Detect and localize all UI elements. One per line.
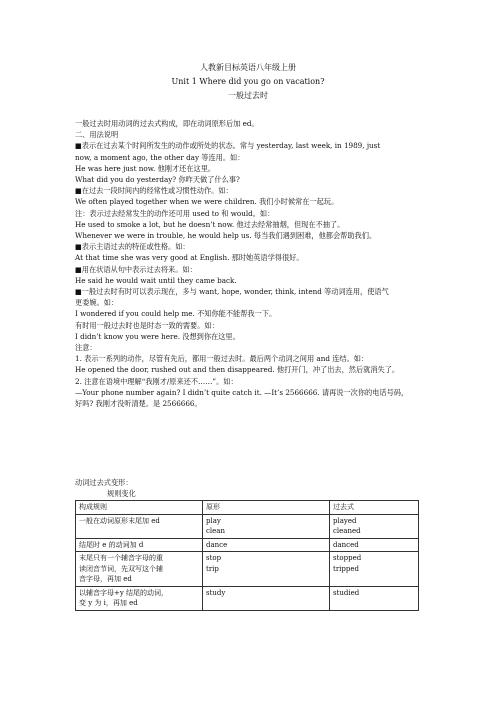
body-line: We often played together when we were children. 我们小时候常在一起玩。	[75, 197, 339, 207]
grammar-body	[75, 118, 415, 409]
cell-line: 末尾只有一个辅音字母的重	[79, 554, 163, 562]
cell-line: play	[206, 516, 221, 525]
cell-line: stopped	[333, 554, 362, 562]
body-line: 有时用一般过去时也是时态一致的需要。如：	[75, 320, 219, 330]
body-line: 一般过去时用动词的过去式构成，即在动词原形后加 ed。	[75, 119, 259, 128]
unit-title: Unit 1 Where did you go on vacation?	[171, 77, 325, 86]
cell-line: study	[206, 588, 226, 597]
body-line: ■一般过去时有时可以表示现在，多与 want, hope, wonder, think, intend 等动词连用，使语气	[75, 287, 389, 297]
column-header: 构成规则	[76, 501, 203, 515]
topic-title: 一般过去时	[228, 91, 268, 100]
past-cell	[330, 514, 419, 538]
body-line: ■表示主语过去的特征或性格。如：	[75, 242, 190, 252]
body-line: I didn’t know you were here. 没想到你在这里。	[75, 331, 240, 341]
body-line: He was here just now. 他刚才还在这里。	[75, 163, 216, 173]
body-line: He used to smoke a lot, but he doesn’t now. 他过去经常抽烟，但现在不抽了。	[75, 219, 345, 229]
section-subtitle: 规则变化	[107, 489, 136, 498]
table-row	[76, 586, 419, 610]
body-line: 注意：	[75, 343, 97, 353]
past-cell	[330, 552, 419, 587]
rule-cell	[76, 514, 203, 538]
cell-line: 以辅音字母+y 结尾的动词，	[79, 588, 169, 597]
table-row	[76, 552, 419, 587]
cell-line: stop	[206, 554, 222, 562]
cell-line: dance	[206, 540, 228, 549]
body-line: What did you do yesterday? 你昨天做了什么事?	[75, 175, 240, 185]
body-line: 注：表示过去经常发生的动作还可用 used to 和 would。如：	[75, 208, 275, 218]
column-header: 过去式	[330, 501, 419, 515]
body-line: 更委婉。如：	[75, 298, 119, 308]
body-line: 2. 注意在语境中理解“我刚才/原来还不……”。如：	[75, 376, 238, 386]
cell-line: cleaned	[333, 527, 361, 535]
body-line: 二、用法说明	[75, 130, 119, 140]
table-row	[76, 538, 419, 552]
cell-line: played	[333, 516, 357, 525]
base-cell	[203, 538, 330, 552]
section-title: 动词过去式变形：	[75, 478, 133, 487]
past-cell	[330, 586, 419, 610]
body-line: 好吗? 我刚才没听清楚。是 2566666。	[75, 399, 202, 409]
body-line: ■表示在过去某个时间所发生的动作或所处的状态。常与 yesterday, last week, in 1989, just	[75, 141, 381, 151]
body-line: At that time she was very good at English. 那时她英语学得很好。	[75, 253, 304, 263]
table-header-row	[76, 501, 419, 515]
cell-line: clean	[206, 527, 225, 535]
verb-rules-table	[75, 500, 419, 611]
body-line: 1. 表示一系列的动作，尽管有先后，都用一般过去时。最后两个动词之间用 and 连结。如：	[75, 354, 369, 364]
body-line: He said he would wait until they came back.	[75, 275, 237, 285]
column-header: 原形	[203, 501, 330, 515]
cell-line: danced	[333, 540, 359, 549]
cell-line: 音字母，再加 ed	[79, 575, 132, 583]
rule-cell	[76, 586, 203, 610]
past-cell	[330, 538, 419, 552]
table-row	[76, 514, 419, 538]
base-cell	[203, 552, 330, 587]
rule-cell	[76, 552, 203, 587]
body-line: —Your phone number again? I didn’t quite catch it. —It’s 2566666. 请再说一次你的电话号码，	[75, 387, 409, 397]
body-line: ■用在状语从句中表示过去将来。如：	[75, 264, 197, 274]
body-line: ■在过去一段时间内的经常性或习惯性动作。如：	[75, 186, 233, 196]
base-cell	[203, 514, 330, 538]
cell-line: 变 y 为 i，再加 ed	[79, 599, 138, 607]
cell-line: trip	[206, 564, 219, 573]
body-line: He opened the door, rushed out and then disappeared. 他打开门，冲了出去，然后就消失了。	[75, 365, 400, 375]
cell-line: 一般在动词原形末尾加 ed	[79, 516, 160, 525]
base-cell	[203, 586, 330, 610]
body-line: now, a moment ago, the other day 等连用。如：	[75, 152, 245, 162]
cell-line: studied	[333, 588, 360, 597]
body-line: I wondered if you could help me. 不知你能不能帮我一下。	[75, 309, 277, 319]
cell-line: 结尾时 e 的动词加 d	[79, 540, 144, 549]
cell-line: tripped	[333, 564, 359, 573]
textbook-title: 人教新目标英语八年级上册	[200, 63, 296, 72]
cell-line: 读闭音节词，先双写这个辅	[79, 564, 163, 573]
rule-cell	[76, 538, 203, 552]
body-line: Whenever we were in trouble, he would help us. 每当我们遇到困难，他都会帮助我们。	[75, 231, 377, 241]
